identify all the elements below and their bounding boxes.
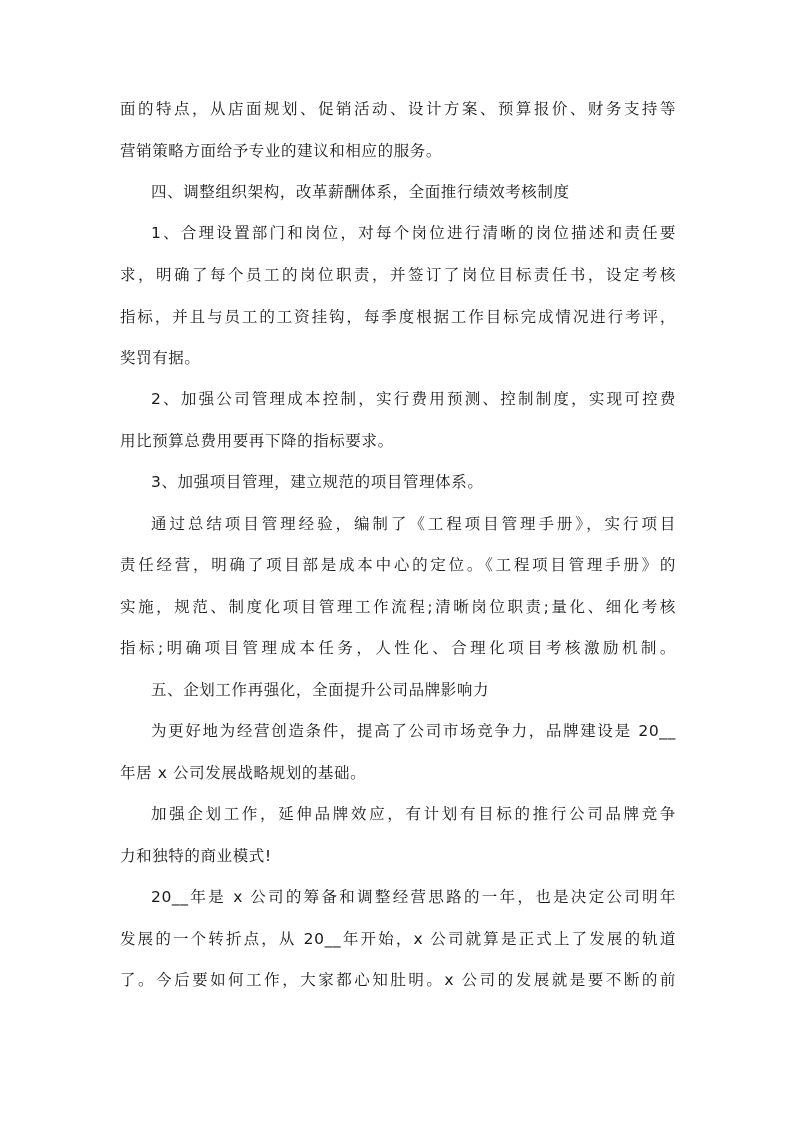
text-line: 实施，规范、制度化项目管理工作流程;清晰岗位职责;量化、细化考核 (120, 598, 676, 616)
text-line: 发展的一个转折点，从 20__年开始，x 公司就算是正式上了发展的轨道 (120, 930, 676, 948)
section-heading: 四、调整组织架构，改革薪酬体系，全面推行绩效考核制度 (151, 183, 570, 201)
text-line: 2、加强公司管理成本控制，实行费用预测、控制制度，实现可控费 (151, 390, 676, 408)
text-line: 年居 x 公司发展战略规划的基础。 (120, 764, 367, 782)
text-line: 20__年是 x 公司的筹备和调整经营思路的一年，也是决定公司明年 (151, 888, 676, 906)
text-line: 力和独特的商业模式! (120, 847, 272, 865)
text-line: 了。今后要如何工作，大家都心知肚明。x 公司的发展就是要不断的前 (120, 971, 676, 989)
text-line: 营销策略方面给予专业的建议和相应的服务。 (120, 142, 443, 160)
text-line: 奖罚有据。 (120, 349, 201, 367)
text-line: 面的特点，从店面规划、促销活动、设计方案、预算报价、财务支持等 (120, 100, 676, 118)
text-line: 通过总结项目管理经验，编制了《工程项目管理手册》，实行项目 (151, 515, 676, 533)
section-heading: 五、企划工作再强化，全面提升公司品牌影响力 (151, 681, 490, 699)
text-line: 3、加强项目管理，建立规范的项目管理体系。 (151, 473, 484, 491)
text-line: 为更好地为经营创造条件，提高了公司市场竞争力，品牌建设是 20__ (151, 722, 676, 740)
text-line: 求，明确了每个员工的岗位职责，并签订了岗位目标责任书，设定考核 (120, 266, 676, 284)
text-line: 指标，并且与员工的工资挂钩，每季度根据工作目标完成情况进行考评， (120, 308, 676, 326)
text-line: 加强企划工作，延伸品牌效应，有计划有目标的推行公司品牌竞争 (151, 805, 676, 823)
text-line: 指标;明确项目管理成本任务，人性化、合理化项目考核激励机制。 (120, 639, 676, 657)
text-line: 责任经营，明确了项目部是成本中心的定位。《工程项目管理手册》的 (120, 556, 676, 574)
text-line: 用比预算总费用要再下降的指标要求。 (120, 432, 394, 450)
text-line: 1、合理设置部门和岗位，对每个岗位进行清晰的岗位描述和责任要 (151, 224, 676, 242)
